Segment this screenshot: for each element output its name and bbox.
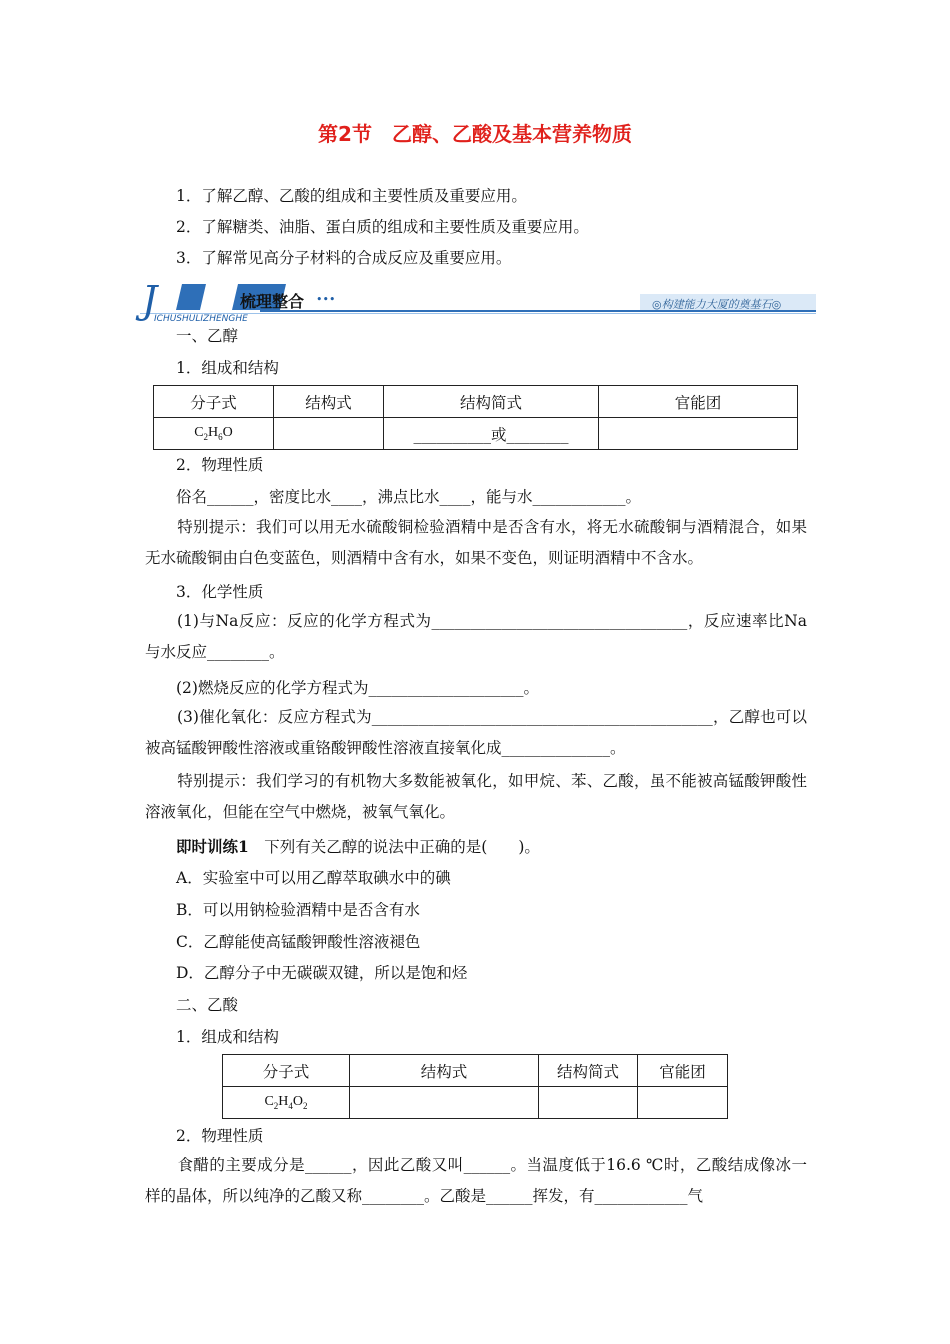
- functional-group-cell[interactable]: [599, 418, 798, 450]
- banner-heading: 梳理整合: [240, 292, 305, 311]
- physical-properties: 俗名______，密度比水____，沸点比水____，能与水____________。: [176, 488, 642, 506]
- chem-property-2: (2)燃烧反应的化学方程式为____________________。: [176, 679, 539, 697]
- ethanol-table: [153, 385, 798, 450]
- section2-heading: 二、乙酸: [176, 996, 239, 1014]
- table-header: 官能团: [638, 1055, 728, 1087]
- tip-2: 特别提示：我们学习的有机物大多数能被氧化，如甲烷、苯、乙酸，虽不能被高锰酸钾酸性溶液氧化，但能在空气中燃烧，被氧气氧化。: [145, 772, 807, 821]
- objective-2: 2．了解糖类、油脂、蛋白质的组成和主要性质及重要应用。: [176, 218, 589, 236]
- table-header: 官能团: [599, 386, 798, 418]
- section1-sub2: 2．物理性质: [176, 456, 264, 474]
- table-header: 分子式: [154, 386, 274, 418]
- exercise-question: 即时训练1 下列有关乙醇的说法中正确的是( )。: [176, 837, 540, 856]
- section2-sub1: 1．组成和结构: [176, 1028, 279, 1046]
- chem-property-3: (3)催化氧化：反应方程式为____________________________________________，乙醇也可以被高锰酸钾酸性溶液或重铬酸钾酸性溶液直接氧化成______________。: [145, 708, 807, 757]
- option-c[interactable]: C．乙醇能使高锰酸钾酸性溶液褪色: [176, 933, 421, 951]
- option-b[interactable]: B．可以用钠检验酒精中是否含有水: [176, 901, 420, 919]
- banner-slogan: ◎构建能力大厦的奠基石◎: [652, 298, 782, 311]
- option-a[interactable]: A．实验室中可以用乙醇萃取碘水中的碘: [176, 869, 451, 887]
- banner-pinyin: ICHUSHULIZHENGHE: [154, 314, 248, 324]
- structural-formula-cell[interactable]: [350, 1087, 539, 1119]
- table-header: 结构式: [274, 386, 384, 418]
- section1-sub1: 1．组成和结构: [176, 359, 279, 377]
- section-banner: [140, 278, 816, 326]
- exercise-label: 即时训练1: [176, 837, 249, 856]
- acetic-acid-table: [222, 1054, 728, 1119]
- objective-1: 1．了解乙醇、乙酸的组成和主要性质及重要应用。: [176, 187, 527, 205]
- table-header: 结构式: [350, 1055, 539, 1087]
- section1-heading: 一、乙醇: [176, 327, 239, 345]
- objective-3: 3．了解常见高分子材料的合成反应及重要应用。: [176, 249, 512, 267]
- functional-group-cell[interactable]: [638, 1087, 728, 1119]
- simple-formula-cell[interactable]: [539, 1087, 638, 1119]
- section1-sub3: 3．化学性质: [176, 583, 264, 601]
- acetic-physical: 食醋的主要成分是______，因此乙酸又叫______。当温度低于16.6 ℃时，乙酸结成像冰一样的晶体，所以纯净的乙酸又称________。乙酸是______挥发，有____________气: [145, 1156, 807, 1205]
- structural-formula-cell[interactable]: [274, 418, 384, 450]
- option-d[interactable]: D．乙醇分子中无碳碳双键，所以是饱和烃: [176, 964, 468, 982]
- molecular-formula: $C_2H_4O_2$: [223, 1087, 350, 1119]
- section2-sub2: 2．物理性质: [176, 1127, 264, 1145]
- page-title: 第2节 乙醇、乙酸及基本营养物质: [318, 122, 632, 146]
- tip-1: 特别提示：我们可以用无水硫酸铜检验酒精中是否含有水，将无水硫酸铜与酒精混合，如果无水硫酸铜由白色变蓝色，则酒精中含有水，如果不变色，则证明酒精中不含水。: [145, 518, 807, 567]
- banner-dots: •••: [316, 293, 336, 306]
- table-header: 分子式: [223, 1055, 350, 1087]
- molecular-formula: $C_2H_6O$: [154, 418, 274, 450]
- table-header: 结构简式: [539, 1055, 638, 1087]
- simple-formula-cell[interactable]: __________或________: [384, 418, 599, 450]
- chem-property-1: (1)与Na反应：反应的化学方程式为_________________________________，反应速率比Na与水反应________。: [145, 612, 807, 661]
- banner-letter: J: [142, 278, 158, 322]
- table-header: 结构简式: [384, 386, 599, 418]
